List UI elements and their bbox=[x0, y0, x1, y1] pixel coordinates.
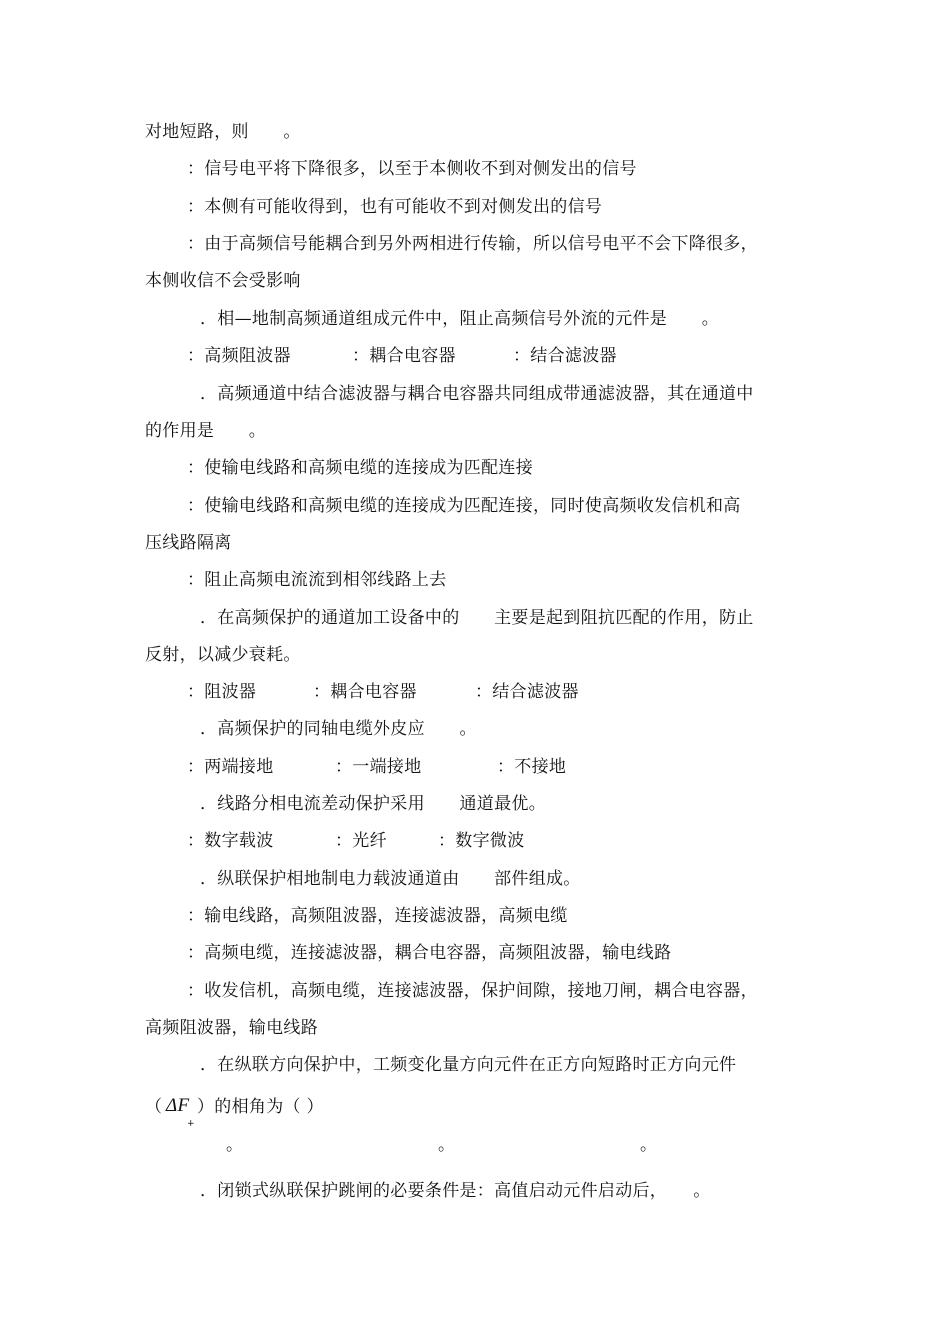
text-line: 反射，以减少衰耗。 bbox=[145, 645, 301, 665]
question-line: ．在高频保护的通道加工设备中的 主要是起到阻抗匹配的作用，防止 bbox=[200, 608, 754, 628]
option-item: ：一端接地 bbox=[335, 757, 422, 777]
option-item: ：高频阻波器 bbox=[187, 346, 291, 366]
option-line: ：收发信机，高频电缆，连接滤波器，保护间隙，接地刀闸，耦合电容器， bbox=[187, 981, 758, 1001]
text-line: 对地短路，则 。 bbox=[145, 122, 301, 142]
question-line: ．高频保护的同轴电缆外皮应 。 bbox=[200, 719, 477, 739]
question-line: ．高频通道中结合滤波器与耦合电容器共同组成带通滤波器，其在通道中 bbox=[200, 384, 754, 404]
subscript-plus: + bbox=[187, 1119, 195, 1129]
option-item: ：不接地 bbox=[497, 757, 567, 777]
question-line: ．纵联保护相地制电力载波通道由 部件组成。 bbox=[200, 869, 581, 889]
option-item: ：耦合电容器 bbox=[352, 346, 456, 366]
option-line: ：本侧有可能收得到，也有可能收不到对侧发出的信号 bbox=[187, 197, 603, 217]
option-line: ：输电线路，高频阻波器，连接滤波器，高频电缆 bbox=[187, 906, 568, 926]
option-item: ：两端接地 bbox=[187, 757, 274, 777]
option-item: 。 bbox=[438, 1135, 456, 1155]
text-line: 压线路隔离 bbox=[145, 533, 232, 553]
option-item: 。 bbox=[640, 1135, 658, 1155]
question-line: ．相—地制高频通道组成元件中，阻止高频信号外流的元件是 。 bbox=[200, 309, 719, 329]
option-item: ：光纤 bbox=[335, 831, 387, 851]
delta-f-symbol: ΔF bbox=[166, 1095, 190, 1116]
option-line: ：由于高频信号能耦合到另外两相进行传输，所以信号电平不会下降很多， bbox=[187, 234, 758, 254]
question-line: ．闭锁式纵联保护跳闸的必要条件是：高值启动元件启动后， 。 bbox=[200, 1181, 711, 1201]
option-item: 。 bbox=[226, 1135, 244, 1155]
text-line: ）的相角为（ ） bbox=[197, 1097, 324, 1117]
option-item: ：结合滤波器 bbox=[475, 682, 579, 702]
option-line: ：高频电缆，连接滤波器，耦合电容器，高频阻波器，输电线路 bbox=[187, 943, 672, 963]
question-line: ．在纵联方向保护中，工频变化量方向元件在正方向短路时正方向元件 bbox=[200, 1055, 737, 1075]
option-line: ：阻止高频电流流到相邻线路上去 bbox=[187, 570, 447, 590]
option-item: ：数字载波 bbox=[187, 831, 274, 851]
option-line: ：使输电线路和高频电缆的连接成为匹配连接 bbox=[187, 458, 533, 478]
option-line: ：使输电线路和高频电缆的连接成为匹配连接，同时使高频收发信机和高 bbox=[187, 496, 741, 516]
text-line: 高频阻波器，输电线路 bbox=[145, 1018, 318, 1038]
option-item: ：数字微波 bbox=[438, 831, 525, 851]
option-item: ：结合滤波器 bbox=[513, 346, 617, 366]
option-line: ：信号电平将下降很多，以至于本侧收不到对侧发出的信号 bbox=[187, 159, 637, 179]
option-item: ：阻波器 bbox=[187, 682, 257, 702]
paren-open: （ bbox=[145, 1097, 163, 1117]
text-line: 的作用是 。 bbox=[145, 421, 267, 441]
question-line: ．线路分相电流差动保护采用 通道最优。 bbox=[200, 794, 546, 814]
option-item: ：耦合电容器 bbox=[313, 682, 417, 702]
text-line: 本侧收信不会受影响 bbox=[145, 271, 301, 291]
